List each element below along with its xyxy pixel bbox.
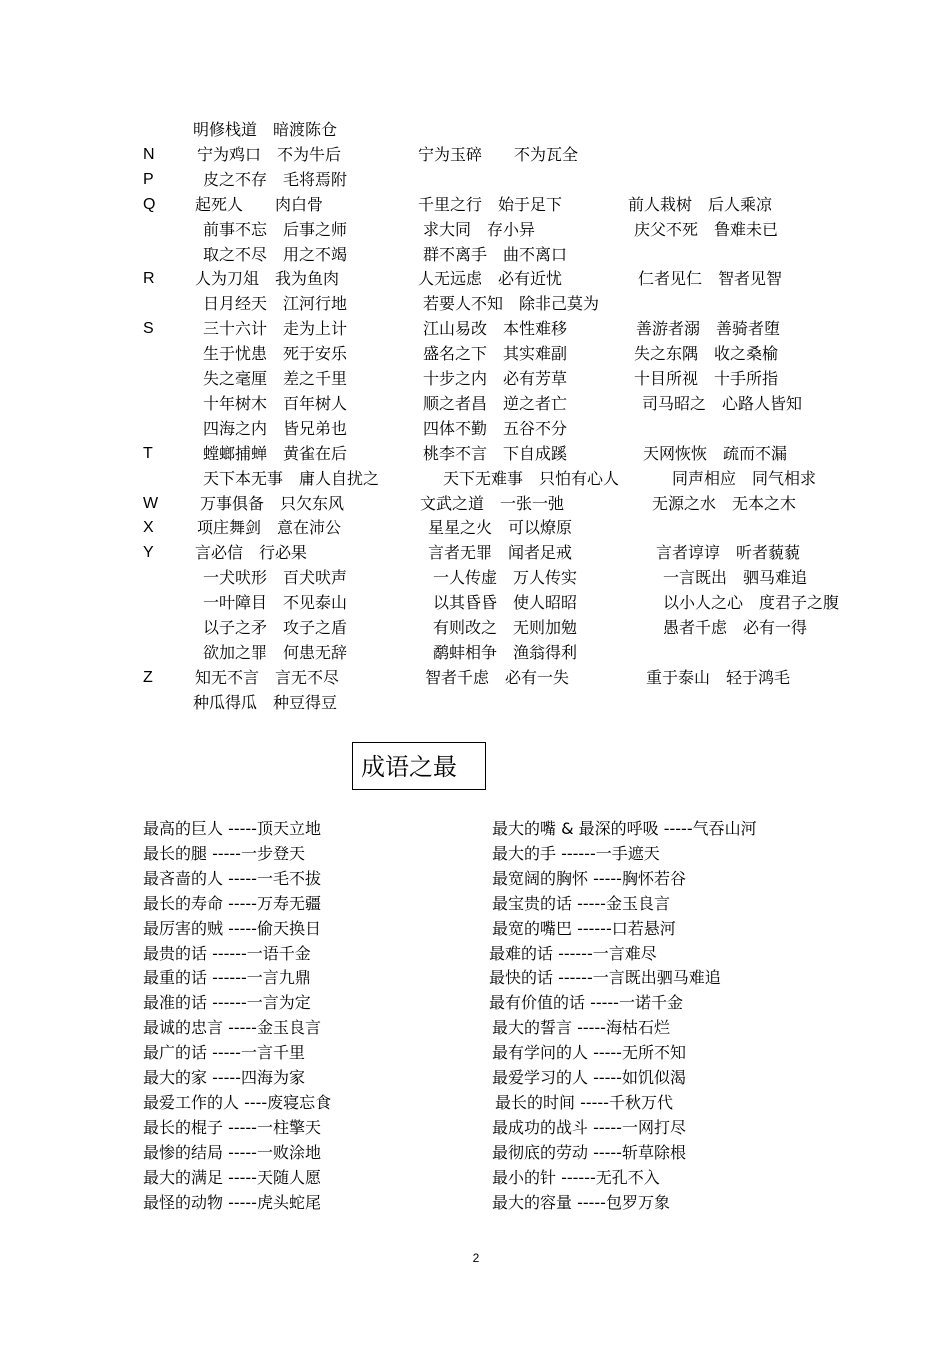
idiom-entry: 一言既出 驷马难追 — [663, 568, 808, 588]
idiom-entry: 宁为鸡口 不为牛后 — [197, 144, 342, 164]
idiom-entry: 天下本无事 庸人自扰之 — [203, 468, 380, 488]
superlative-left: 最广的话 -----一言千里 — [143, 1043, 305, 1063]
idiom-entry: 若要人不知 除非己莫为 — [423, 294, 600, 314]
index-letter: W — [143, 494, 159, 512]
idiom-row — [0, 540, 950, 565]
index-letter: N — [143, 145, 155, 163]
superlative-row — [0, 891, 950, 916]
superlative-right: 最有学问的人 -----无所不知 — [492, 1043, 686, 1063]
idiom-row — [0, 391, 950, 416]
idiom-row — [0, 316, 950, 341]
idiom-entry: 以其昏昏 使人昭昭 — [433, 593, 578, 613]
idiom-entry: 天网恢恢 疏而不漏 — [643, 443, 788, 463]
index-letter: S — [143, 320, 154, 338]
idiom-entry: 人无远虑 必有近忧 — [418, 269, 563, 289]
idiom-entry: 失之毫厘 差之千里 — [203, 369, 348, 388]
idiom-entry: 无源之水 无本之木 — [652, 493, 797, 513]
idiom-entry: 星星之火 可以燎原 — [428, 518, 573, 538]
superlative-row — [0, 916, 950, 941]
superlative-right: 最快的话 ------一言既出驷马难追 — [489, 968, 721, 988]
idiom-entry: 一叶障目 不见泰山 — [203, 593, 348, 613]
superlative-left: 最长的棍子 -----一柱擎天 — [143, 1117, 321, 1137]
superlative-row — [0, 1090, 950, 1115]
superlative-left: 最重的话 ------一言九鼎 — [143, 968, 311, 988]
idiom-entry: 言必信 行必果 — [195, 543, 308, 563]
superlative-right: 最大的容量 -----包罗万象 — [492, 1192, 670, 1212]
idiom-entry: 以小人之心 度君子之腹 — [663, 593, 840, 613]
idiom-row — [0, 366, 950, 391]
idiom-entry: 起死人 肉白骨 — [195, 194, 324, 214]
superlative-right: 最大的嘴 & 最深的呼吸 -----气吞山河 — [492, 819, 757, 838]
superlative-left: 最诚的忠言 -----金玉良言 — [143, 1018, 321, 1038]
idiom-entry: 文武之道 一张一弛 — [420, 493, 565, 513]
superlative-left: 最准的话 ------一言为定 — [143, 993, 311, 1013]
index-letter: T — [143, 444, 153, 462]
idiom-row — [0, 142, 950, 167]
index-letter: Z — [143, 668, 153, 686]
superlative-left: 最大的家 -----四海为家 — [143, 1068, 305, 1087]
superlative-row — [0, 1140, 950, 1165]
superlative-right: 最宝贵的话 -----金玉良言 — [492, 893, 670, 913]
idiom-row — [0, 217, 950, 242]
index-letter: R — [143, 270, 155, 288]
idiom-entry: 明修栈道 暗渡陈仓 — [193, 120, 338, 139]
superlative-right: 最宽的嘴巴 ------口若悬河 — [492, 918, 676, 938]
index-letter: X — [143, 519, 154, 537]
superlative-row — [0, 990, 950, 1015]
idiom-entry: 同声相应 同气相求 — [672, 468, 817, 488]
idiom-row — [0, 565, 950, 590]
superlative-left: 最怪的动物 -----虎头蛇尾 — [143, 1192, 321, 1212]
idiom-entry: 智者千虑 必有一失 — [425, 667, 570, 687]
superlative-left: 最惨的结局 -----一败涂地 — [143, 1142, 321, 1162]
section-heading: 成语之最 — [361, 753, 457, 781]
index-letter: Y — [143, 544, 154, 562]
superlative-row — [0, 941, 950, 966]
idiom-row — [0, 242, 950, 267]
idiom-entry: 千里之行 始于足下 — [418, 194, 563, 214]
superlative-left: 最高的巨人 -----顶天立地 — [143, 819, 321, 838]
superlative-right: 最小的针 ------无孔不入 — [492, 1167, 660, 1187]
idiom-entry: 庆父不死 鲁难未已 — [634, 219, 779, 239]
idiom-entry: 江山易改 本性难移 — [423, 319, 568, 339]
idiom-row — [0, 266, 950, 291]
superlative-right: 最爱学习的人 -----如饥似渴 — [492, 1068, 686, 1087]
idiom-entry: 一犬吠形 百犬吠声 — [203, 568, 348, 588]
superlative-right: 最大的誓言 -----海枯石烂 — [492, 1018, 670, 1038]
idiom-entry: 盛名之下 其实难副 — [423, 344, 568, 364]
idiom-entry: 顺之者昌 逆之者亡 — [423, 393, 568, 413]
idiom-entry: 天下无难事 只怕有心人 — [443, 468, 620, 488]
idiom-entry: 有则改之 无则加勉 — [433, 618, 578, 637]
superlative-row — [0, 841, 950, 866]
idiom-row — [0, 441, 950, 466]
idiom-row — [0, 640, 950, 665]
idiom-row — [0, 615, 950, 640]
idiom-row — [0, 291, 950, 316]
idiom-row — [0, 117, 950, 142]
section-heading-box — [352, 742, 486, 790]
idiom-row — [0, 665, 950, 690]
idiom-entry: 言者无罪 闻者足戒 — [428, 543, 573, 563]
superlative-left: 最长的腿 -----一步登天 — [143, 843, 305, 863]
idiom-entry: 欲加之罪 何患无辞 — [203, 642, 348, 662]
idiom-entry: 十目所视 十手所指 — [634, 369, 779, 388]
index-letter: Q — [143, 195, 156, 213]
superlative-row — [0, 816, 950, 841]
page-number: 2 — [472, 1251, 480, 1265]
idiom-entry: 知无不言 言无不尽 — [195, 667, 340, 687]
idiom-entry: 前人栽树 后人乘凉 — [628, 194, 773, 214]
idiom-entry: 前事不忘 后事之师 — [203, 219, 348, 239]
superlative-row — [0, 866, 950, 891]
idiom-entry: 愚者千虑 必有一得 — [663, 618, 808, 637]
superlative-right: 最宽阔的胸怀 -----胸怀若谷 — [492, 868, 686, 888]
idiom-entry: 十年树木 百年树人 — [203, 393, 348, 413]
idiom-entry: 三十六计 走为上计 — [203, 319, 348, 339]
idiom-row — [0, 192, 950, 217]
idiom-entry: 重于泰山 轻于鸿毛 — [646, 667, 791, 687]
idiom-row — [0, 167, 950, 192]
superlative-right: 最难的话 ------一言难尽 — [489, 943, 657, 963]
idiom-entry: 司马昭之 心路人皆知 — [642, 393, 803, 413]
idiom-entry: 四体不勤 五谷不分 — [423, 418, 568, 438]
idiom-entry: 一人传虚 万人传实 — [433, 568, 578, 588]
idiom-entry: 以子之矛 攻子之盾 — [203, 618, 348, 637]
superlative-left: 最贵的话 ------一语千金 — [143, 943, 311, 963]
superlative-left: 最厉害的贼 -----偷天换日 — [143, 918, 321, 938]
idiom-entry: 失之东隅 收之桑榆 — [634, 344, 779, 364]
superlative-row — [0, 1190, 950, 1215]
idiom-entry: 十步之内 必有芳草 — [423, 369, 568, 388]
superlative-left: 最大的满足 -----天随人愿 — [143, 1167, 321, 1187]
idiom-row — [0, 466, 950, 491]
superlative-left: 最吝啬的人 -----一毛不拔 — [143, 868, 321, 888]
idiom-entry: 仁者见仁 智者见智 — [638, 269, 783, 289]
idiom-entry: 善游者溺 善骑者堕 — [636, 319, 781, 339]
idiom-entry: 宁为玉碎 不为瓦全 — [418, 144, 579, 164]
idiom-entry: 求大同 存小异 — [423, 219, 536, 239]
superlative-left: 最爱工作的人 ----废寝忘食 — [143, 1092, 332, 1112]
superlative-row — [0, 965, 950, 990]
idiom-entry: 言者谆谆 听者藐藐 — [656, 543, 801, 563]
idiom-entry: 群不离手 曲不离口 — [423, 244, 568, 264]
idiom-row — [0, 416, 950, 441]
idiom-entry: 万事俱备 只欠东风 — [200, 493, 345, 513]
superlative-right: 最大的手 ------一手遮天 — [492, 843, 660, 863]
idiom-entry: 种瓜得瓜 种豆得豆 — [193, 692, 338, 712]
idiom-row — [0, 590, 950, 615]
idiom-entry: 人为刀俎 我为鱼肉 — [195, 269, 340, 289]
index-letter: P — [143, 170, 154, 188]
superlative-right: 最彻底的劳动 -----斩草除根 — [492, 1142, 686, 1162]
superlative-row — [0, 1040, 950, 1065]
superlative-right: 最长的时间 -----千秋万代 — [495, 1092, 673, 1112]
superlative-right: 最有价值的话 -----一诺千金 — [489, 993, 683, 1013]
idiom-entry: 项庄舞剑 意在沛公 — [197, 518, 342, 538]
superlative-row — [0, 1015, 950, 1040]
idiom-row — [0, 690, 950, 715]
idiom-entry: 皮之不存 毛将焉附 — [203, 169, 348, 189]
superlative-row — [0, 1115, 950, 1140]
superlative-left: 最长的寿命 -----万寿无疆 — [143, 893, 321, 913]
idiom-entry: 螳螂捕蝉 黄雀在后 — [203, 443, 348, 463]
superlative-right: 最成功的战斗 -----一网打尽 — [492, 1117, 686, 1137]
idiom-row — [0, 341, 950, 366]
idiom-entry: 日月经天 江河行地 — [203, 294, 348, 314]
superlative-row — [0, 1165, 950, 1190]
idiom-entry: 生于忧患 死于安乐 — [203, 344, 348, 364]
idiom-row — [0, 491, 950, 516]
idiom-entry: 四海之内 皆兄弟也 — [203, 418, 348, 438]
idiom-entry: 桃李不言 下自成蹊 — [423, 443, 568, 463]
superlative-row — [0, 1065, 950, 1090]
idiom-row — [0, 515, 950, 540]
idiom-entry: 取之不尽 用之不竭 — [203, 244, 348, 264]
idiom-entry: 鹬蚌相争 渔翁得利 — [433, 642, 578, 662]
